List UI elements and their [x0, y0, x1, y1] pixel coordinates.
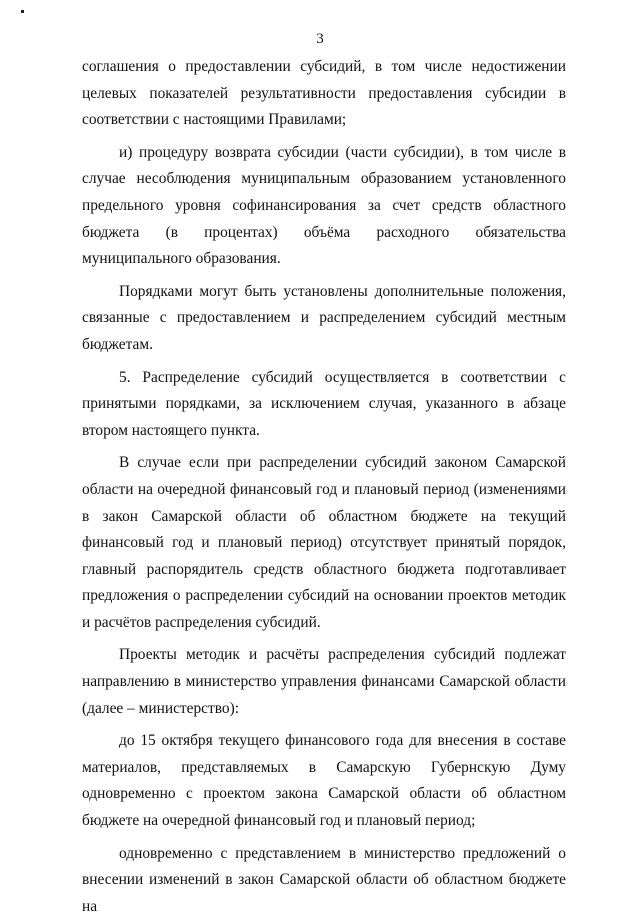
- paragraph-6: Проекты методик и расчёты распределения субсидий подлежат направлению в министерство управления финансами Самарской области (далее – министерство):: [82, 646, 566, 717]
- paragraph-8: одновременно с представлением в министерство предложений о внесении изменений в закон Самарской области об областном бюджете на: [82, 844, 566, 915]
- paragraph-2: и) процедуру возврата субсидии (части субсидии), в том числе в случае несоблюдения муниципальным образованием установленного предельного уровня софинансирования за счет средств областного бюджета (в процентах) объёма расходного обязательства муниципального образования.: [82, 143, 566, 268]
- paragraph-4: 5. Распределение субсидий осуществляется в соответствии с принятыми порядками, за исключением случая, указанного в абзаце втором настоящего пункта.: [82, 368, 566, 439]
- paragraph-5: В случае если при распределении субсидий законом Самарской области на очередной финансовый год и плановый период (изменениями в закон Самарской области об областном бюджете на текущий финансовый год и плановый период) отсутствует принятый порядок, главный распорядитель средств областного бюджета подготавливает предложения о распределении субсидий на основании проектов методик и расчётов распределения субсидий.: [82, 454, 566, 631]
- scan-dot-mark: [21, 10, 24, 13]
- document-body: [82, 54, 566, 920]
- paragraph-3: Порядками могут быть установлены дополнительные положения, связанные с предоставлением и распределением субсидий местным бюджетам.: [82, 282, 566, 353]
- paragraph-7: до 15 октября текущего финансового года для внесения в составе материалов, представляемых в Самарскую Губернскую Думу одновременно с проектом закона Самарской области об областном бюджете на очередной финансовый год и плановый период;: [82, 732, 566, 830]
- paragraph-1: соглашения о предоставлении субсидий, в том числе недостижении целевых показателей результативности предоставления субсидии в соответствии с настоящими Правилами;: [82, 58, 566, 129]
- page-number: 3: [316, 31, 324, 47]
